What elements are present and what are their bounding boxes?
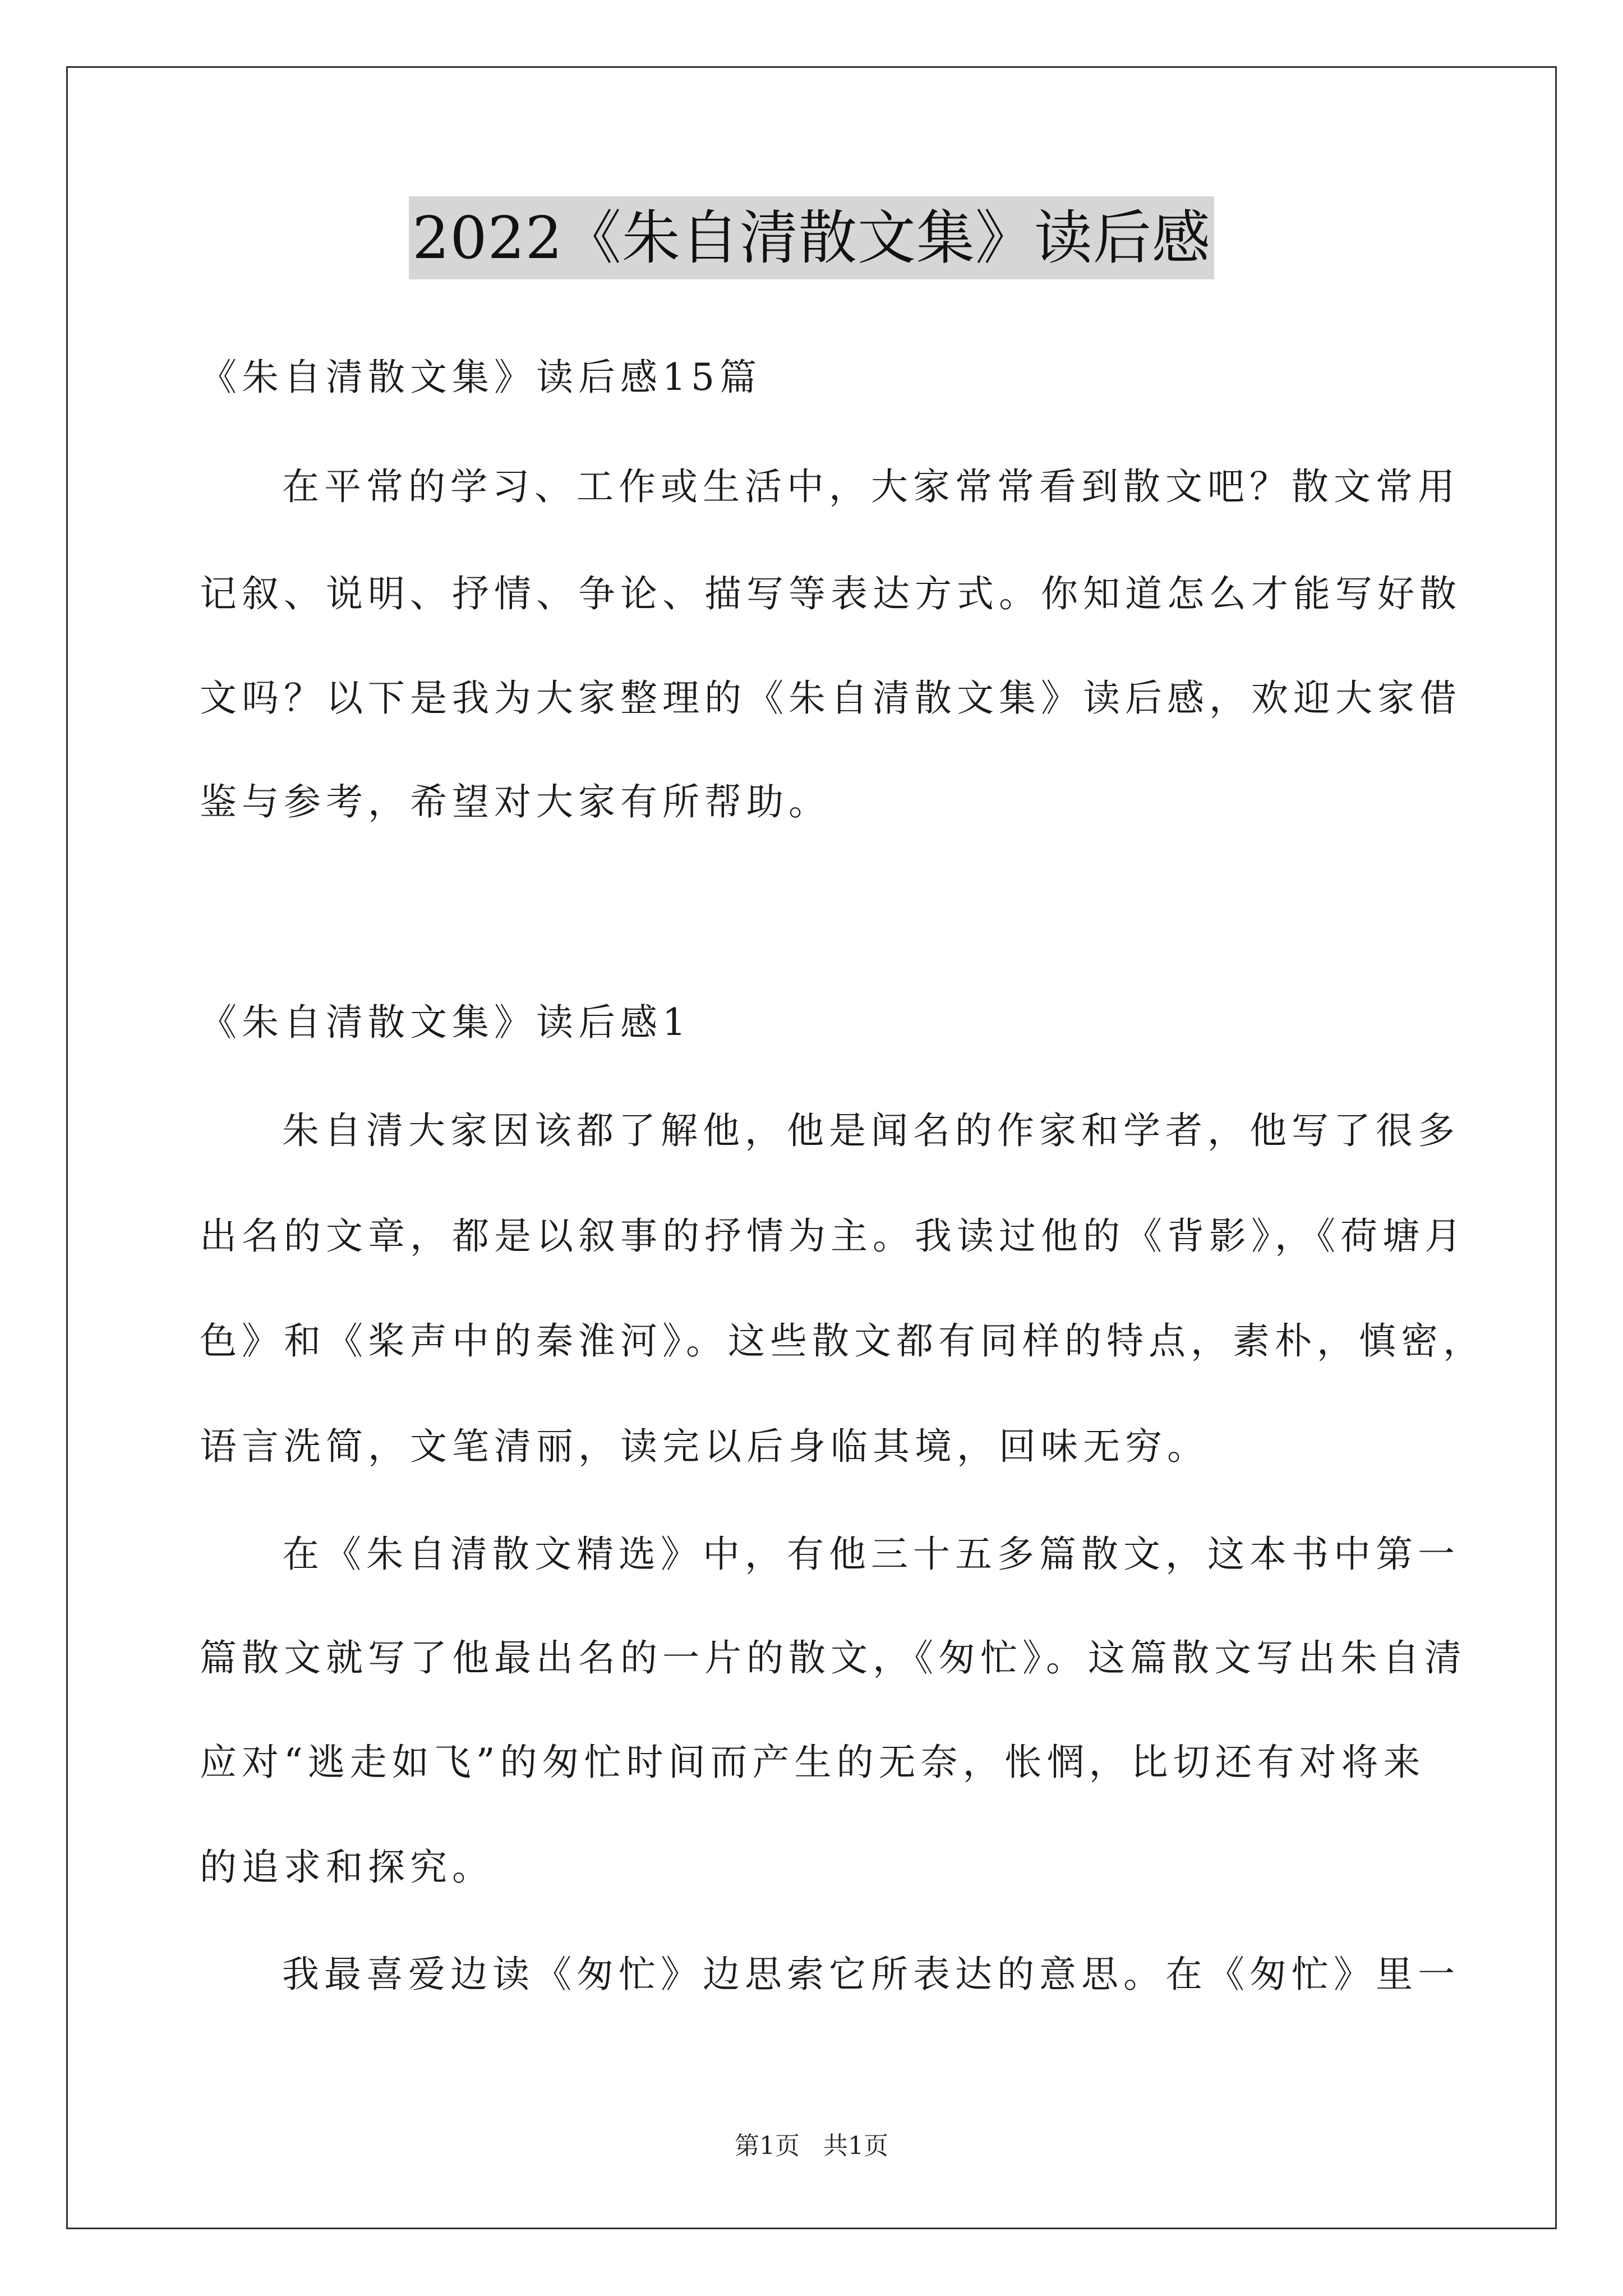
page-footer: 第1页 共1页	[735, 2132, 888, 2160]
para2-line-1: 在《朱自清散文精选》中，有他三十五多篇散文，这本书中第一	[282, 1533, 1460, 1576]
intro-line-2: 记叙、说明、抒情、争论、描写等表达方式。你知道怎么才能写好散	[200, 572, 1461, 615]
para1-line-4: 语言洗简，文笔清丽，读完以后身临其境，回味无穷。	[200, 1425, 1209, 1468]
para1-line-2: 出名的文章，都是以叙事的抒情为主。我读过他的《背影》，《荷塘月	[200, 1214, 1467, 1258]
para1-line-3: 色》和《桨声中的秦淮河》。这些散文都有同样的特点，素朴，慎密，	[200, 1319, 1485, 1363]
para2-line-2: 篇散文就写了他最出名的一片的散文，《匆忙》。这篇散文写出朱自清	[200, 1636, 1467, 1680]
title-container	[0, 196, 1623, 279]
section-heading: 《朱自清散文集》读后感1	[200, 1001, 691, 1044]
document-subtitle: 《朱自清散文集》读后感15篇	[200, 356, 762, 399]
intro-line-1: 在平常的学习、工作或生活中，大家常常看到散文吧？散文常用	[282, 465, 1460, 508]
intro-line-4: 鉴与参考，希望对大家有所帮助。	[200, 780, 831, 823]
intro-line-3: 文吗？以下是我为大家整理的《朱自清散文集》读后感，欢迎大家借	[200, 677, 1461, 720]
document-title: 2022《朱自清散文集》读后感	[409, 196, 1214, 279]
para1-line-1: 朱自清大家因该都了解他，他是闻名的作家和学者，他写了很多	[282, 1109, 1460, 1152]
para2-line-3: 应对“逃走如飞”的匆忙时间而产生的无奈，怅惘，比切还有对将来	[200, 1741, 1426, 1784]
para2-line-4: 的追求和探究。	[200, 1846, 494, 1889]
para3-line-1: 我最喜爱边读《匆忙》边思索它所表达的意思。在《匆忙》里一	[282, 1953, 1460, 1996]
